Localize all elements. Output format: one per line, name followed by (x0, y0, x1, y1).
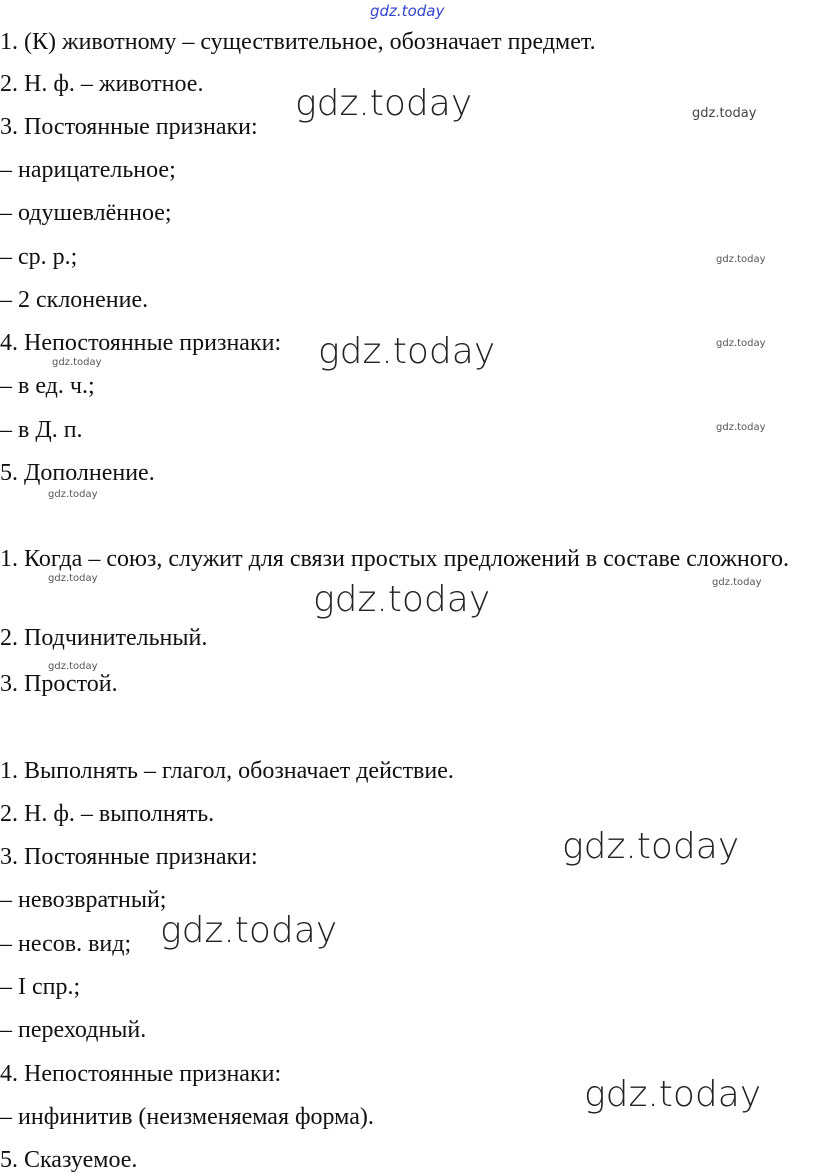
text-line: – нарицательное; (0, 157, 176, 183)
text-line: – ср. р.; (0, 244, 78, 270)
text-line: 3. Простой. (0, 671, 118, 697)
text-line: 5. Дополнение. (0, 460, 155, 486)
text-line: 4. Непостоянные признаки: (0, 330, 282, 356)
watermark-small: gdz.today (716, 338, 766, 349)
watermark-small: gdz.today (48, 661, 98, 672)
watermark-small: gdz.today (712, 577, 762, 588)
text-line: – инфинитив (неизменяемая форма). (0, 1104, 374, 1130)
text-line: 1. (К) животному – существительное, обозначает предмет. (0, 29, 596, 55)
watermark-large: gdz.today (584, 1074, 762, 1115)
watermark-small: gdz.today (52, 357, 102, 368)
watermark-large: gdz.today (160, 910, 338, 951)
text-paragraph: 1. Когда – союз, служит для связи простых предложений в составе сложного. (0, 546, 790, 572)
text-line: – I спр.; (0, 974, 81, 1000)
text-line: 4. Непостоянные признаки: (0, 1061, 282, 1087)
watermark-large: gdz.today (318, 331, 496, 372)
watermark-small: gdz.today (48, 573, 98, 584)
text-line: – переходный. (0, 1017, 147, 1043)
watermark-large: gdz.today (313, 579, 491, 620)
text-line: – одушевлённое; (0, 200, 172, 226)
watermark-small: gdz.today (48, 489, 98, 500)
text-line: – в Д. п. (0, 417, 83, 443)
text-line: 3. Постоянные признаки: (0, 844, 258, 870)
text-line: – невозвратный; (0, 887, 167, 913)
watermark-small: gdz.today (716, 254, 766, 265)
watermark-small: gdz.today (716, 422, 766, 433)
watermark-large: gdz.today (295, 83, 473, 124)
text-line: 3. Постоянные признаки: (0, 114, 258, 140)
watermark-small: gdz.today (692, 106, 757, 121)
text-line: 5. Сказуемое. (0, 1147, 138, 1173)
text-line: – несов. вид; (0, 931, 132, 957)
text-line: 2. Подчинительный. (0, 625, 208, 651)
watermark-large: gdz.today (562, 826, 740, 867)
text-line: 2. Н. ф. – выполнять. (0, 801, 215, 827)
text-line: 2. Н. ф. – животное. (0, 71, 204, 97)
watermark-top: gdz.today (370, 2, 445, 20)
text-line: 1. Выполнять – глагол, обозначает действие. (0, 758, 454, 784)
text-line: – в ед. ч.; (0, 373, 95, 399)
text-line: – 2 склонение. (0, 287, 149, 313)
